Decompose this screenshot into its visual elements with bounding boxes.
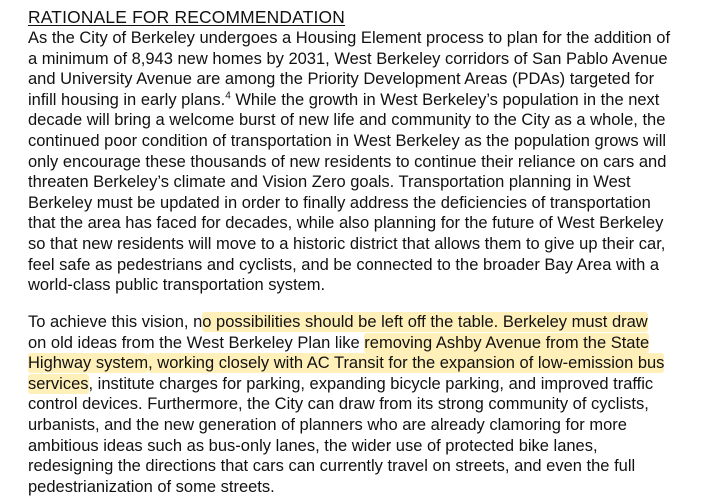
highlighted-text: services	[28, 374, 89, 393]
text-line: control devices. Furthermore, the City can draw from its strong community of cyclists,	[28, 395, 649, 414]
text-line: Berkeley must be updated in order to finally address the deficiencies of transportation	[28, 193, 651, 212]
text-segment: To achieve this vision, n	[28, 313, 203, 331]
text-line: urbanists, and the new generation of planners who are already clamoring for more	[28, 415, 627, 434]
highlighted-text: o possibilities should be left off the table. Berkeley must draw	[202, 313, 648, 331]
text-line: ambitious ideas such as bus-only lanes, the wider use of protected bike lanes,	[28, 436, 598, 455]
text-line: pedestrianization of some streets.	[28, 477, 275, 496]
highlighted-text: removing Ashby Avenue from the State	[364, 333, 650, 352]
section-heading: RATIONALE FOR RECOMMENDATION	[28, 7, 346, 27]
text-line: that the area has faced for decades, while also planning for the future of West Berkeley	[28, 214, 664, 233]
text-line: world-class public transportation system.	[28, 276, 326, 295]
text-line	[28, 353, 664, 374]
text-line: a minimum of 8,943 new homes by 2031, West Berkeley corridors of San Pablo Avenue	[28, 49, 668, 68]
text-line	[28, 333, 664, 354]
text-line: continued poor condition of transportation in West Berkeley as the population grows will	[28, 131, 667, 150]
text-segment: on old ideas from the West Berkeley Plan like	[28, 333, 365, 352]
text-line: so that new residents will move to a historic district that allows them to give up their car,	[28, 234, 666, 253]
footnote-marker[interactable]: 4	[225, 90, 231, 102]
text-line	[28, 312, 664, 333]
paragraph-rationale	[28, 28, 670, 296]
text-segment: , institute charges for parking, expanding bicycle parking, and improved traffic	[88, 374, 654, 393]
text-line: and University Avenue are among the Priority Development Areas (PDAs) targeted for	[28, 70, 655, 89]
text-line: redesigning the directions that cars can currently travel on streets, and even the full	[28, 457, 636, 476]
highlighted-text: Highway system	[28, 354, 149, 373]
text-line	[28, 374, 664, 395]
text-line: threaten Berkeley’s climate and Vision Zero goals. Transportation planning in West	[28, 173, 631, 192]
text-segment: While the growth in West Berkeley’s population in the next	[230, 90, 660, 109]
text-segment: infill housing in early plans.	[28, 90, 226, 109]
text-line: feel safe as pedestrians and cyclists, and be connected to the broader Bay Area with a	[28, 255, 660, 274]
text-line: only encourage these thousands of new residents to continue their reliance on cars and	[28, 152, 667, 171]
text-line	[28, 90, 670, 111]
highlighted-text: , working closely with AC Transit for the expansion of low-emission bus	[148, 354, 665, 373]
text-line: As the City of Berkeley undergoes a Housing Element process to plan for the addition of	[28, 29, 671, 47]
text-line: decade will bring a welcome burst of new life and community to the City as a whole, the	[28, 111, 666, 130]
paragraph-vision	[28, 312, 664, 497]
